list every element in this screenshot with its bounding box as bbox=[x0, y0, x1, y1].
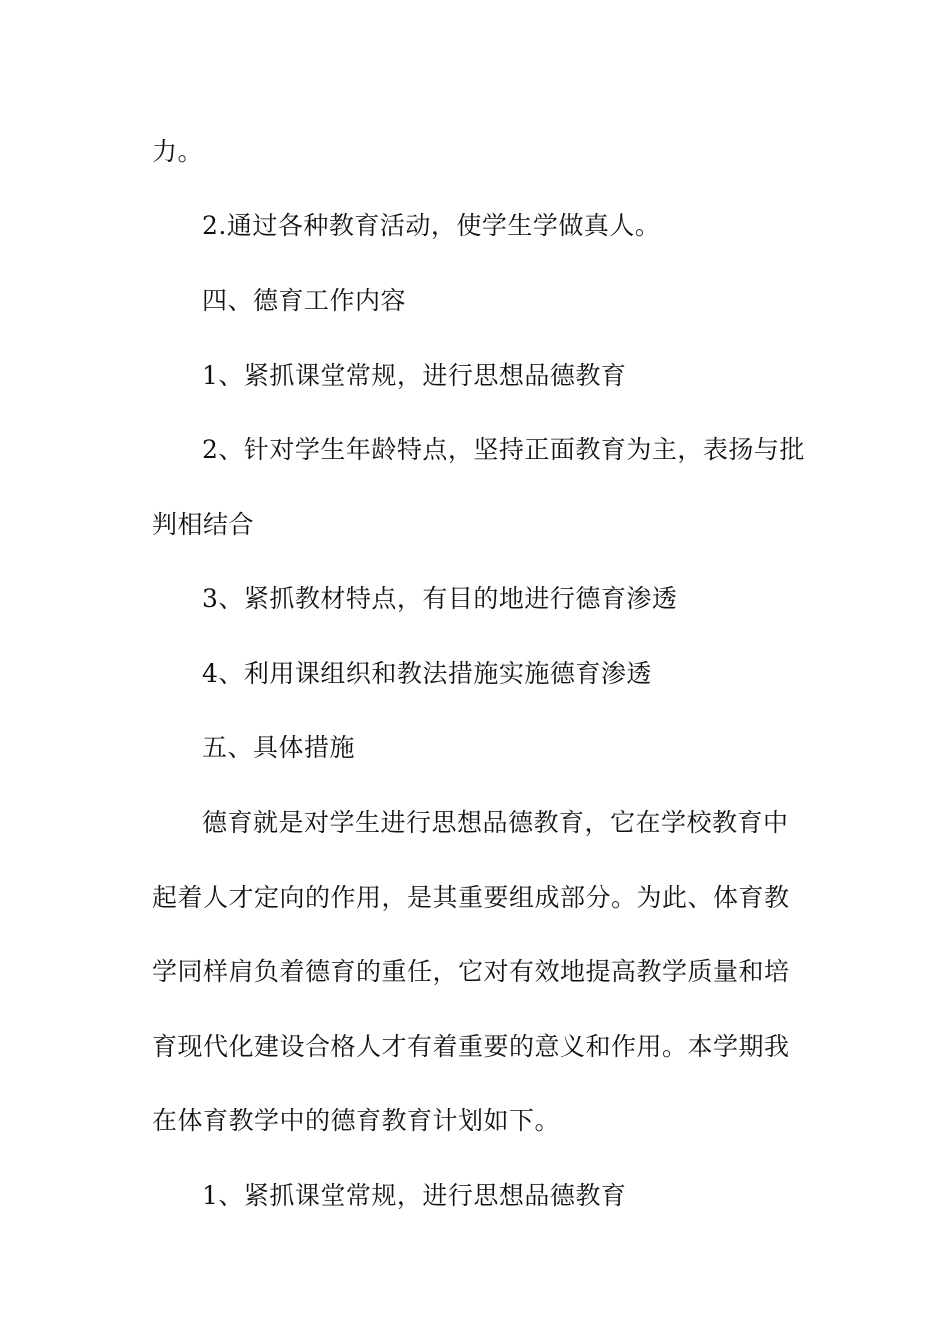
section-heading: 四、德育工作内容 bbox=[202, 286, 407, 315]
text-line-item: 2.通过各种教育活动，使学生学做真人。 bbox=[202, 211, 661, 240]
paragraph-line: 德育就是对学生进行思想品德教育，它在学校教育中 bbox=[202, 808, 789, 837]
text-line-continuation: 判相结合 bbox=[152, 510, 255, 539]
text-line-item: 3、紧抓教材特点，有目的地进行德育渗透 bbox=[202, 584, 678, 613]
paragraph-line: 学同样肩负着德育的重任，它对有效地提高教学质量和培 bbox=[152, 957, 790, 986]
paragraph-line: 育现代化建设合格人才有着重要的意义和作用。本学期我 bbox=[152, 1032, 790, 1061]
paragraph-line: 在体育教学中的德育教育计划如下。 bbox=[152, 1106, 561, 1135]
section-heading: 五、具体措施 bbox=[202, 733, 356, 762]
paragraph-line: 起着人才定向的作用，是其重要组成部分。为此、体育教 bbox=[152, 883, 790, 912]
text-line-item: 2、针对学生年龄特点，坚持正面教育为主，表扬与批 bbox=[202, 435, 805, 464]
text-line-item: 1、紧抓课堂常规，进行思想品德教育 bbox=[202, 1181, 627, 1210]
text-line-continuation: 力。 bbox=[152, 137, 204, 166]
text-line-item: 4、利用课组织和教法措施实施德育渗透 bbox=[202, 659, 652, 688]
text-line-item: 1、紧抓课堂常规，进行思想品德教育 bbox=[202, 361, 627, 390]
